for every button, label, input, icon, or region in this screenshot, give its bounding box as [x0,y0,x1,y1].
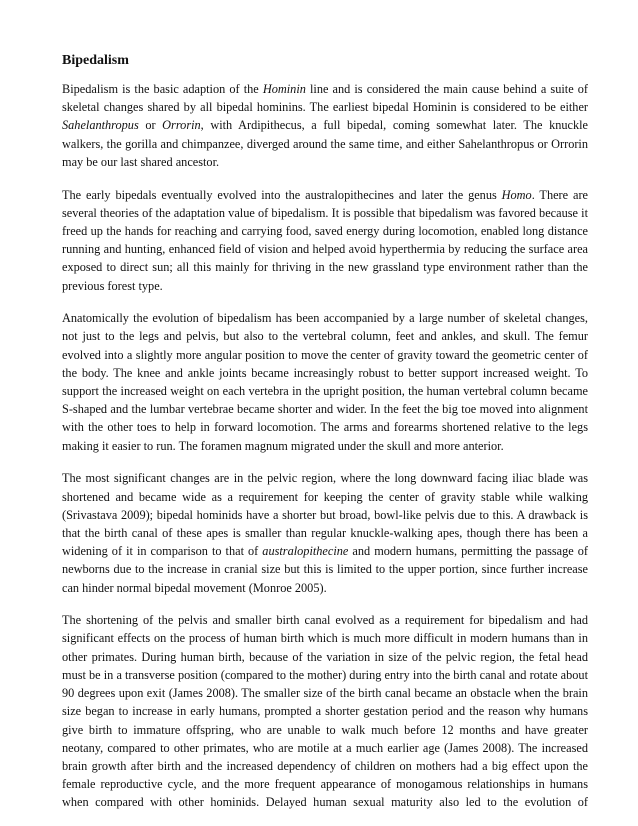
text-segment: . There are several theories of the adaptation value of bipedalism. It is possible that bipedalism was favored because it freed up the hands for reaching and carrying food, saved energy during locomotion, enabled long distance running and hunting, enhanced field of vision and helped avoid hyperthermia by reducing the surface area exposed to direct sun; all this mainly for thriving in the new grassland type environment rather than the previous forest type. [62,187,588,293]
paragraph-3 [62,309,588,455]
text-segment: The early bipedals eventually evolved into the australopithecines and later the genus [62,187,502,202]
italic-term: Orrorin [162,118,201,133]
paragraph-2 [62,186,588,295]
text-segment: line and is considered the main cause behind a suite of skeletal changes shared by all bipedal hominins. The earliest bipedal Hominin is considered to be either [62,82,588,115]
paragraph-4 [62,469,588,596]
text-segment: and modern humans, permitting the passage of newborns due to the increase in cranial size but this is limited to the upper portion, since further increase can hinder normal bipedal movement (Monroe 2005). [62,544,588,595]
italic-term: Hominin [262,82,306,96]
text-segment: , with Ardipithecus, a full bipedal, coming somewhat later. The knuckle walkers, the gorilla and chimpanzee, diverged around the same time, and either Sahelanthropus or Orrorin may be our last shared ancestor. [62,118,588,169]
italic-term: Homo [501,187,532,202]
paragraph-1 [62,80,588,171]
paragraph-5 [62,611,588,811]
italic-term: Sahelanthropus [62,118,139,133]
text-segment: The most significant changes are in the pelvic region, where the long downward facing iliac blade was shortened and became wide as a requirement for keeping the center of gravity stable while walking (Srivastava 2009); bipedal hominids have a shorter but broad, bowl-like pelvis due to this. A drawback is that the birth canal of these apes is smaller than regular knuckle-walking apes, though there has been a widening of it in comparison to that of [62,471,588,559]
text-segment: The shortening of the pelvis and smaller birth canal evolved as a requirement for bipedalism and had significant effects on the process of human birth which is much more difficult in modern humans than in other primates. During human birth, because of the variation in size of the pelvic region, the fetal head must be in a transverse position (compared to the mother) during entry into the birth canal and rotate about 90 degrees upon exit (James 2008). The smaller size of the birth canal became an obstacle when the brain size began to increase in early humans, prompted a shorter gestation period and the reason why humans give birth to immature offspring, who are unable to walk much before 12 months and have greater neotany, compared to other primates, who are motile at a much earlier age (James 2008). The increased brain growth after birth and the increased dependency of children on mothers had a big effect upon the female reproductive cycle, and the more frequent appearance of monogamous relationships in humans when compared with other hominids. Delayed human sexual maturity also led to the evolution of [62,613,588,810]
section-heading: Bipedalism [62,53,129,68]
text-segment: Anatomically the evolution of bipedalism has been accompanied by a large number of skeletal changes, not just to the legs and pelvis, but also to the vertebral column, feet and ankles, and skull. The femur evolved into a slightly more angular position to move the center of gravity toward the geometric center of the body. The knee and ankle joints became increasingly robust to better support increased weight. To support the increased weight on each vertebra in the upright position, the human vertebral column became S-shaped and the lumbar vertebrae became shorter and wider. In the feet the big toe moved into alignment with the other toes to help in forward locomotion. The arms and forearms shortened relative to the legs making it easier to run. The foramen magnum migrated under the skull and more anterior. [62,311,588,453]
italic-term: australopithecine [262,544,349,559]
text-segment: or [138,118,163,133]
document-page [62,52,588,812]
text-segment: Bipedalism is the basic adaption of the [62,82,263,96]
